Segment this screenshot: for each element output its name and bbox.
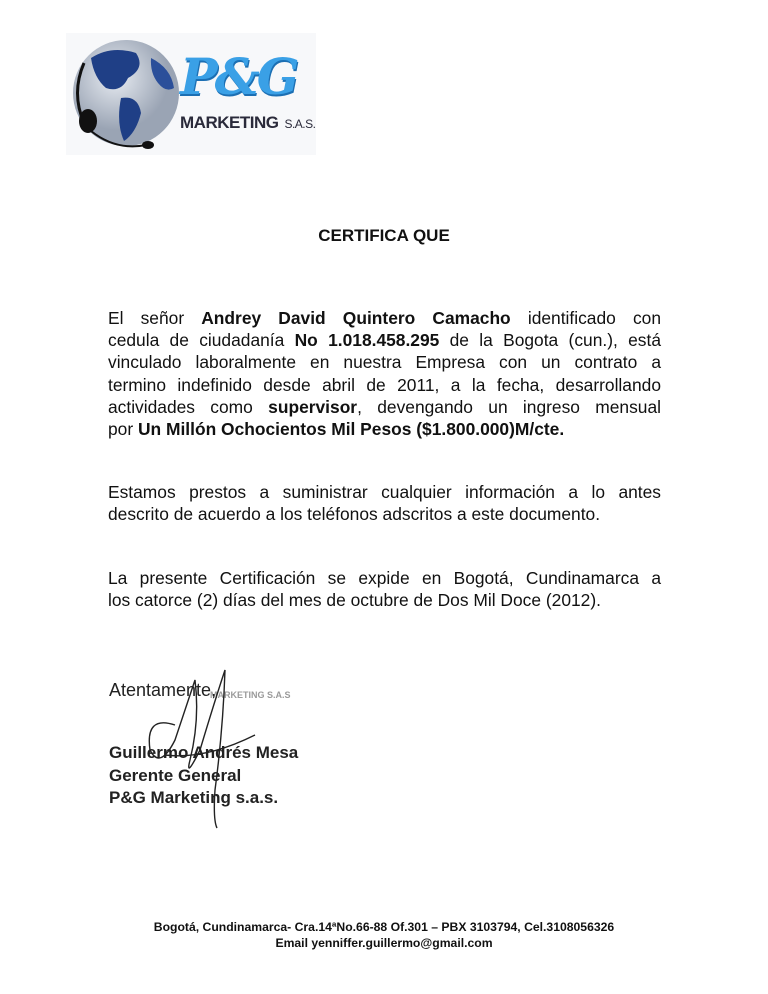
employee-name: Andrey David Quintero Camacho	[201, 308, 511, 328]
text: actividades como	[108, 396, 269, 417]
text: por	[108, 418, 138, 439]
text: de la Bogota (cun.), está	[439, 330, 661, 351]
text-line: La presente Certificación se expide en Bogotá, Cundinamarca a	[108, 568, 661, 588]
closing: Atentamente,	[109, 680, 217, 700]
logo-name-text: MARKETING	[180, 113, 279, 132]
handwritten-signature	[105, 660, 345, 830]
id-number: No 1.018.458.295	[294, 330, 440, 351]
company-logo	[66, 33, 316, 155]
signature-block	[105, 660, 345, 830]
logo-brand: P&G	[180, 47, 297, 106]
footer-address: Bogotá, Cundinamarca- Cra.14ªNo.66-88 Of.301 – PBX 3103794, Cel.3108056326	[153, 920, 615, 934]
company-stamp: MARKETING S.A.S	[210, 690, 291, 700]
text-line: vinculado laboralmente en nuestra Empresa con un contrato a	[108, 352, 661, 373]
text-line: Estamos prestos a suministrar cualquier información a lo antes	[108, 482, 661, 502]
logo-name	[180, 113, 315, 133]
footer	[0, 919, 768, 951]
text-line	[108, 396, 661, 418]
globe-headset-icon	[66, 33, 186, 155]
paragraph-contact	[108, 481, 661, 525]
text-line	[108, 307, 661, 329]
text-line: termino indefinido desde abril de 2011, a la fecha, desarrollando	[108, 374, 661, 395]
text: El señor	[108, 308, 202, 328]
text-line	[108, 418, 661, 440]
text: identificado con	[510, 308, 661, 328]
job-title: supervisor	[268, 396, 358, 417]
signer-role: Gerente General	[109, 766, 242, 785]
text-line: los catorce (2) días del mes de octubre de Dos Mil Doce (2012).	[108, 590, 601, 611]
text: cedula de ciudadanía	[108, 330, 295, 351]
document-title: CERTIFICA QUE	[318, 226, 450, 245]
salary: Un Millón Ochocientos Mil Pesos ($1.800.000)M/cte.	[137, 418, 565, 439]
footer-email: Email yenniffer.guillermo@gmail.com	[275, 936, 493, 950]
paragraph-employment	[108, 307, 661, 440]
text-line	[108, 329, 661, 351]
text-line: descrito de acuerdo a los teléfonos adscritos a este documento.	[108, 504, 601, 525]
logo-suffix: S.A.S.	[284, 117, 316, 131]
paragraph-issuance	[108, 567, 661, 611]
text: , devengando un ingreso mensual	[357, 396, 662, 417]
signer-name: Guillermo Andrés Mesa	[109, 743, 299, 762]
signer-company: P&G Marketing s.a.s.	[109, 788, 279, 807]
